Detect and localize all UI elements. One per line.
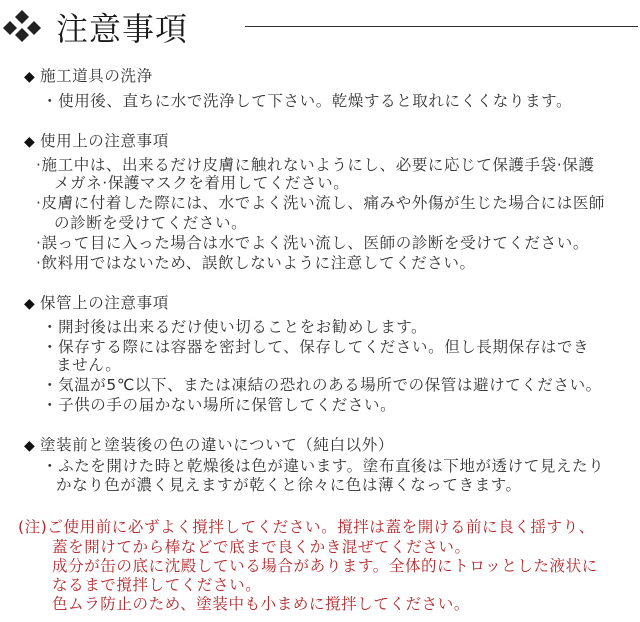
section-heading bbox=[24, 132, 169, 151]
list-item: ・子供の手の届かない場所に保管してください。 bbox=[42, 396, 397, 414]
heading-text: 使用上の注意事項 bbox=[40, 132, 169, 150]
list-item: ·皮膚に付着した際には、水でよく洗い流し、痛みや外傷が生じた場合には医師 bbox=[36, 194, 606, 212]
section-heading bbox=[24, 67, 153, 86]
page-title: 注意事項 bbox=[56, 10, 189, 48]
heading-text: 施工道具の洗浄 bbox=[40, 67, 153, 85]
list-item: ません。 bbox=[56, 356, 122, 374]
heading-text: 塗装前と塗装後の色の違いについて（純白以外） bbox=[40, 436, 394, 454]
list-item: ・気温が5℃以下、または凍結の恐れのある場所での保管は避けてください。 bbox=[42, 376, 602, 394]
section-heading bbox=[24, 294, 169, 313]
section-heading bbox=[24, 436, 394, 455]
list-item: かなり色が濃く見えますが乾くと徐々に色は薄くなってきます。 bbox=[56, 476, 522, 494]
list-item: ·施工中は、出来るだけ皮膚に触れないようにし、必要に応じて保護手袋·保護 bbox=[36, 156, 595, 174]
note-line: なるまで撹拌してください。 bbox=[52, 576, 262, 594]
list-item: ·飲料用ではないため、誤飲しないように注意してください。 bbox=[36, 254, 476, 272]
list-item: の診断を受けてください。 bbox=[54, 214, 248, 232]
list-item: ・ふたを開けた時と乾燥後は色が違います。塗布直後は下地が透けて見えたり bbox=[42, 457, 605, 475]
note-line: (注)ご使用前に必ずよく撹拌してください。撹拌は蓋を開ける前に良く揺すり、 bbox=[18, 518, 595, 536]
list-item: ・保存する際には容器を密封して、保存してください。但し長期保存はでき bbox=[42, 338, 590, 356]
diamond-bullet-icon: ◆ bbox=[24, 438, 36, 454]
diamond-cluster-icon bbox=[2, 10, 42, 42]
diamond-bullet-icon: ◆ bbox=[24, 296, 36, 312]
title-divider bbox=[245, 26, 638, 27]
heading-text: 保管上の注意事項 bbox=[40, 294, 169, 312]
list-item: ·誤って目に入った場合は水でよく洗い流し、医師の診断を受けてください。 bbox=[36, 234, 589, 252]
list-item: メガネ·保護マスクを着用してください。 bbox=[54, 174, 350, 192]
list-item: ・使用後、直ちに水で洗浄して下さい。乾燥すると取れにくくなります。 bbox=[42, 92, 573, 110]
note-line: 蓋を開けてから棒などで底まで良くかき混ぜてください。 bbox=[52, 538, 471, 556]
list-item: ・開封後は出来るだけ使い切ることをお勧めします。 bbox=[42, 318, 428, 336]
diamond-bullet-icon: ◆ bbox=[24, 134, 36, 150]
note-line: 成分が缶の底に沈殿している場合があります。全体的にトロッとした液状に bbox=[52, 557, 598, 575]
note-line: 色ムラ防止のため、塗装中も小まめに撹拌してください。 bbox=[52, 595, 470, 613]
diamond-bullet-icon: ◆ bbox=[24, 69, 36, 85]
